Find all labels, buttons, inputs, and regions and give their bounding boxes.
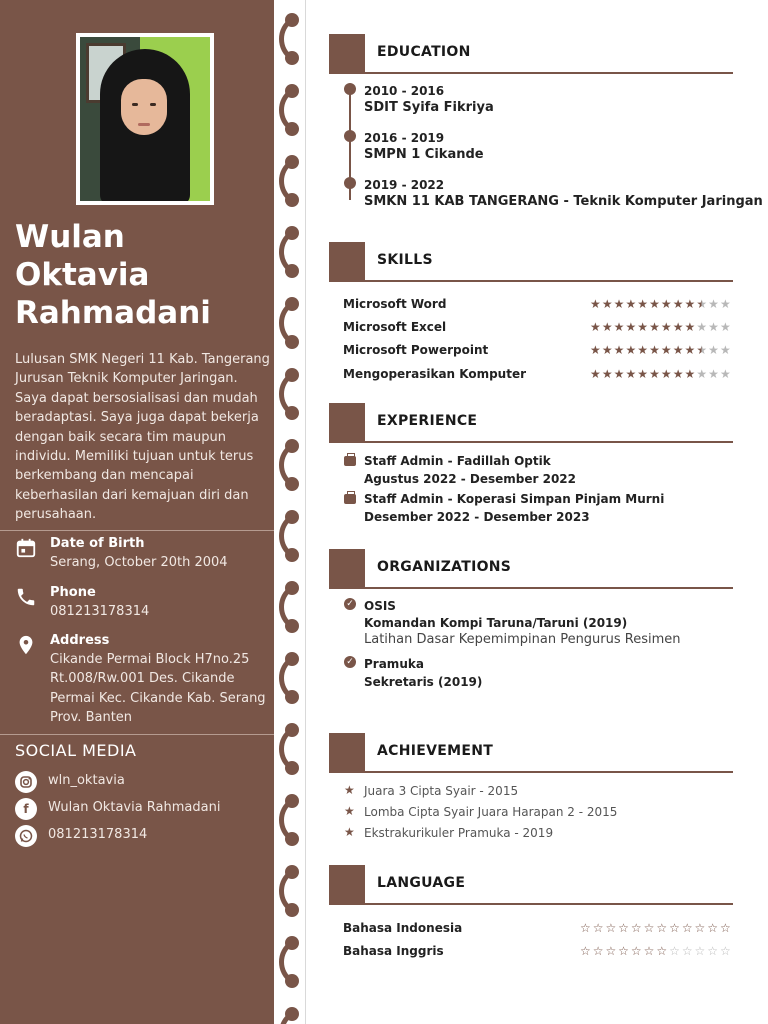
rating-star-icon: ☆	[580, 944, 591, 958]
education-years: 2016 - 2019	[364, 131, 445, 145]
star-icon: ★	[344, 783, 355, 797]
rating-star-icon: ★	[625, 367, 637, 381]
spiral-hole	[285, 723, 299, 737]
spiral-hole	[285, 903, 299, 917]
achievement-title: ACHIEVEMENT	[377, 743, 494, 759]
spiral-hole	[285, 51, 299, 65]
rating-star-icon: ☆	[694, 944, 706, 958]
spiral-hole	[285, 619, 299, 633]
spiral-hole	[285, 1007, 299, 1021]
organizations-header	[329, 549, 733, 589]
rating-star-icon: ☆	[643, 944, 655, 958]
rating-star-icon: ★	[649, 343, 660, 357]
address	[15, 632, 273, 728]
spiral-hole	[285, 297, 299, 311]
facebook-name: Wulan Oktavia Rahmadani	[48, 800, 221, 815]
organization-name: Pramuka	[364, 657, 424, 671]
rating-star-icon: ★	[590, 297, 601, 311]
timeline-dot	[344, 83, 356, 95]
achievement-item: Juara 3 Cipta Syair - 2015	[364, 784, 519, 798]
rating-star-icon: ★	[684, 297, 696, 311]
rating-star-icon: ★	[649, 367, 660, 381]
rating-star-icon: ☆	[630, 944, 642, 958]
rating-star-icon: ★	[637, 320, 649, 334]
spiral-hole	[285, 936, 299, 950]
rating-star-icon: ★	[601, 297, 613, 311]
phone-value: 081213178314	[50, 604, 150, 619]
spiral-hole	[285, 761, 299, 775]
spiral-hole	[285, 193, 299, 207]
rating-star-icon: ★	[625, 320, 637, 334]
rating-star-icon: ★	[708, 367, 719, 381]
spiral-hole	[285, 335, 299, 349]
skill-rating	[590, 343, 732, 357]
sidebar	[0, 0, 274, 1024]
divider	[0, 734, 274, 735]
spiral-hole	[285, 122, 299, 136]
spiral-binding	[274, 0, 308, 1024]
rating-star-icon: ★	[720, 320, 731, 334]
rating-star-icon: ★	[696, 367, 708, 381]
skill-rating	[590, 367, 732, 381]
rating-star-icon: ★	[649, 320, 660, 334]
spiral-hole	[285, 865, 299, 879]
briefcase-icon	[344, 456, 356, 466]
divider	[0, 530, 274, 531]
briefcase-icon	[344, 494, 356, 504]
rating-star-icon: ★	[708, 297, 719, 311]
rating-star-icon: ★	[613, 367, 625, 381]
phone-icon	[15, 586, 37, 608]
achievement-item: Lomba Cipta Syair Juara Harapan 2 - 2015	[364, 805, 618, 819]
rating-star-icon: ★	[672, 297, 684, 311]
rating-star-icon: ★	[708, 343, 719, 357]
rating-star-icon: ★	[696, 343, 708, 357]
rating-star-icon: ☆	[630, 921, 642, 935]
education-school: SMKN 11 KAB TANGERANG - Teknik Komputer Jaringan	[364, 194, 763, 209]
rating-star-icon: ★	[649, 297, 660, 311]
timeline-dot	[344, 130, 356, 142]
star-icon: ★	[344, 825, 355, 839]
rating-star-icon: ☆	[618, 944, 629, 958]
rating-star-icon: ☆	[720, 944, 731, 958]
timeline-dot	[344, 177, 356, 189]
whatsapp-number: 081213178314	[48, 827, 148, 842]
rating-star-icon: ★	[660, 320, 672, 334]
rating-star-icon: ★	[637, 343, 649, 357]
address-label: Address	[50, 633, 110, 648]
rating-star-icon: ★	[613, 297, 625, 311]
language-name: Bahasa Inggris	[343, 944, 444, 958]
dob-label: Date of Birth	[50, 536, 145, 551]
profile-name: Wulan Oktavia Rahmadani	[15, 219, 211, 331]
rating-star-icon: ☆	[592, 944, 604, 958]
spiral-hole	[285, 439, 299, 453]
rating-star-icon: ★	[696, 320, 708, 334]
rating-star-icon: ☆	[605, 944, 617, 958]
rating-star-icon: ☆	[605, 921, 617, 935]
education-school: SMPN 1 Cikande	[364, 147, 484, 162]
rating-star-icon: ★	[590, 367, 601, 381]
address-value: Cikande Permai Block H7no.25 Rt.008/Rw.001 Des. Cikande Permai Kec. Cikande Kab. Serang Prov. Banten	[50, 652, 266, 726]
spiral-hole	[285, 155, 299, 169]
check-circle-icon: ✓	[344, 656, 356, 668]
language-title: LANGUAGE	[377, 875, 466, 891]
language-rating	[580, 944, 732, 958]
skill-name: Microsoft Excel	[343, 320, 447, 334]
rating-star-icon: ★	[684, 320, 696, 334]
spiral-hole	[285, 13, 299, 27]
experience-period: Agustus 2022 - Desember 2022	[364, 472, 577, 486]
rating-star-icon: ★	[684, 367, 696, 381]
rating-star-icon: ☆	[681, 944, 693, 958]
rating-star-icon: ☆	[580, 921, 591, 935]
rating-star-icon: ☆	[592, 921, 604, 935]
calendar-icon	[15, 537, 37, 559]
rating-star-icon: ★	[720, 367, 731, 381]
organization-note: Latihan Dasar Kepemimpinan Pengurus Resimen	[364, 632, 681, 647]
organizations-title: ORGANIZATIONS	[377, 559, 512, 575]
star-icon: ★	[344, 804, 355, 818]
rating-star-icon: ★	[590, 343, 601, 357]
rating-star-icon: ★	[672, 343, 684, 357]
organization-role: Komandan Kompi Taruna/Taruni (2019)	[364, 616, 628, 630]
rating-star-icon: ☆	[618, 921, 629, 935]
skill-name: Microsoft Word	[343, 297, 447, 311]
rating-star-icon: ★	[696, 297, 708, 311]
rating-star-icon: ☆	[656, 944, 668, 958]
skill-rating	[590, 297, 732, 311]
language-rating	[580, 921, 732, 935]
dob-value: Serang, October 20th 2004	[50, 555, 228, 570]
profile-summary: Lulusan SMK Negeri 11 Kab. Tangerang Jurusan Teknik Komputer Jaringan. Saya dapat bersosialisasi dan mudah beradaptasi. Saya juga dapat bekerja dengan baik secara tim maupun individu. Memiliki tujuan untuk terus berkembang dan mencapai keberhasilan dari kemajuan diri dan perusahaan.	[15, 352, 270, 523]
rating-star-icon: ★	[637, 367, 649, 381]
rating-star-icon: ☆	[707, 944, 719, 958]
spiral-hole	[285, 368, 299, 382]
date-of-birth	[15, 535, 273, 572]
experience-item	[364, 452, 576, 488]
rating-star-icon: ★	[601, 367, 613, 381]
rating-star-icon: ★	[613, 343, 625, 357]
rating-star-icon: ★	[672, 367, 684, 381]
language-header	[329, 865, 733, 905]
whatsapp-icon	[15, 825, 37, 847]
education-school: SDIT Syifa Fikriya	[364, 100, 494, 115]
rating-star-icon: ★	[708, 320, 719, 334]
experience-header	[329, 403, 733, 443]
rating-star-icon: ★	[625, 343, 637, 357]
rating-star-icon: ☆	[669, 944, 680, 958]
spiral-hole	[285, 832, 299, 846]
rating-star-icon: ★	[601, 320, 613, 334]
profile-photo-image	[80, 37, 210, 201]
experience-title: EXPERIENCE	[377, 413, 478, 429]
spiral-hole	[285, 974, 299, 988]
achievement-item: Ekstrakurikuler Pramuka - 2019	[364, 826, 554, 840]
rating-star-icon: ★	[660, 343, 672, 357]
spiral-hole	[285, 548, 299, 562]
rating-star-icon: ★	[720, 343, 731, 357]
social-media-title: SOCIAL MEDIA	[15, 741, 137, 760]
skill-name: Microsoft Powerpoint	[343, 343, 489, 357]
rating-star-icon: ☆	[669, 921, 680, 935]
rating-star-icon: ★	[601, 343, 613, 357]
education-title: EDUCATION	[377, 44, 471, 60]
facebook-icon: f	[15, 798, 37, 820]
instagram-icon	[15, 771, 37, 793]
rating-star-icon: ☆	[707, 921, 719, 935]
spiral-hole	[285, 690, 299, 704]
spiral-hole	[285, 652, 299, 666]
spiral-hole	[285, 406, 299, 420]
rating-star-icon: ☆	[681, 921, 693, 935]
spiral-hole	[285, 794, 299, 808]
rating-star-icon: ★	[720, 297, 731, 311]
rating-star-icon: ★	[660, 367, 672, 381]
spiral-hole	[285, 84, 299, 98]
achievement-header	[329, 733, 733, 773]
education-years: 2010 - 2016	[364, 84, 445, 98]
rating-star-icon: ★	[660, 297, 672, 311]
experience-role: Staff Admin - Koperasi Simpan Pinjam Murni	[364, 492, 665, 506]
social-facebook	[15, 798, 273, 820]
rating-star-icon: ☆	[694, 921, 706, 935]
experience-item	[364, 490, 664, 526]
rating-star-icon: ★	[684, 343, 696, 357]
skills-title: SKILLS	[377, 252, 433, 268]
rating-star-icon: ★	[590, 320, 601, 334]
education-header	[329, 34, 733, 74]
experience-period: Desember 2022 - Desember 2023	[364, 510, 590, 524]
rating-star-icon: ★	[613, 320, 625, 334]
phone-label: Phone	[50, 585, 96, 600]
education-years: 2019 - 2022	[364, 178, 445, 192]
rating-star-icon: ☆	[656, 921, 668, 935]
rating-star-icon: ☆	[643, 921, 655, 935]
spiral-hole	[285, 226, 299, 240]
rating-star-icon: ☆	[720, 921, 731, 935]
instagram-handle: wln_oktavia	[48, 773, 125, 788]
language-name: Bahasa Indonesia	[343, 921, 463, 935]
skills-header	[329, 242, 733, 282]
organization-name: OSIS	[364, 599, 396, 613]
spiral-hole	[285, 264, 299, 278]
check-circle-icon: ✓	[344, 598, 356, 610]
experience-role: Staff Admin - Fadillah Optik	[364, 454, 551, 468]
social-instagram	[15, 771, 273, 793]
social-whatsapp	[15, 825, 273, 847]
location-pin-icon	[15, 634, 37, 656]
spiral-hole	[285, 510, 299, 524]
spiral-hole	[285, 477, 299, 491]
rating-star-icon: ★	[637, 297, 649, 311]
phone	[15, 584, 273, 621]
skill-name: Mengoperasikan Komputer	[343, 367, 527, 381]
rating-star-icon: ★	[625, 297, 637, 311]
rating-star-icon: ★	[672, 320, 684, 334]
spiral-hole	[285, 581, 299, 595]
profile-photo	[76, 33, 214, 205]
skill-rating	[590, 320, 732, 334]
organization-role: Sekretaris (2019)	[364, 675, 483, 689]
